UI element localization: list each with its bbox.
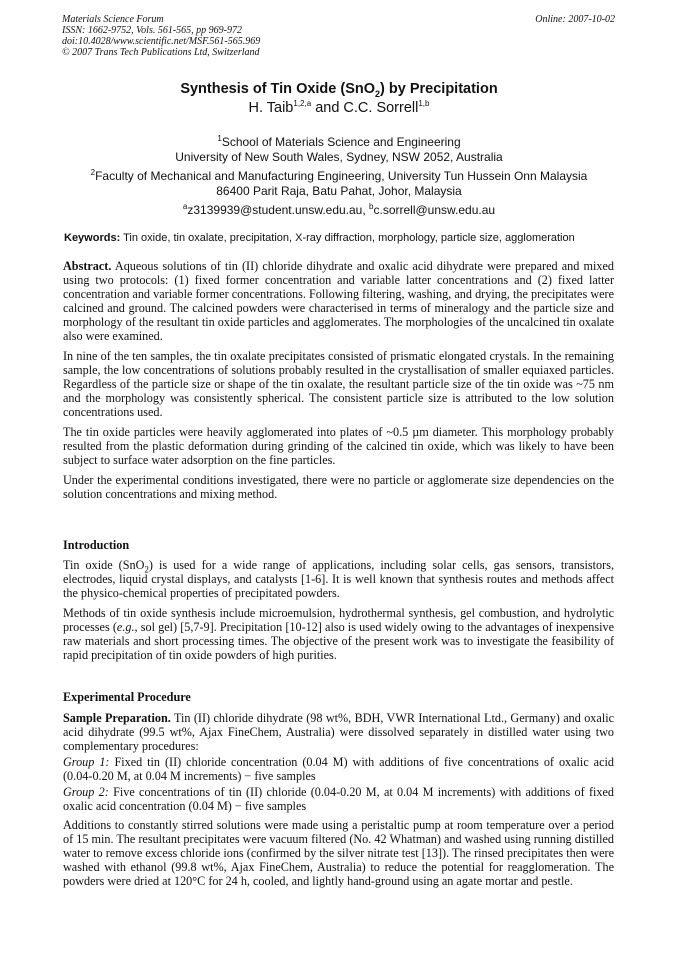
author-1: H. Taib bbox=[248, 100, 294, 116]
introduction-heading: Introduction bbox=[63, 538, 130, 552]
group-1-label: Group 1: bbox=[63, 755, 110, 769]
abstract-paragraph: Under the experimental conditions investigated, there were no particle or agglomerate size dependencies on the solution concentrations and mixing method. bbox=[63, 473, 614, 501]
affil-marker: 1 bbox=[217, 134, 222, 143]
affil-marker: 2 bbox=[90, 168, 96, 177]
sample-prep-label: Sample Preparation. bbox=[63, 711, 171, 725]
affil-text: Faculty of Mechanical and Manufacturing Engineering, University Tun Hussein Onn Malaysia bbox=[95, 169, 588, 183]
doi-line: doi:10.4028/www.scientific.net/MSF.561-565.969 bbox=[62, 36, 261, 47]
paper-title bbox=[0, 81, 678, 97]
exp-paragraph: Additions to constantly stirred solutions were made using a peristaltic pump at room temperature over a period of 15 min. The resultant precipitates were vacuum filtered (No. 42 Whatman) and washed using running distilled water to remove excess chloride ions (confirmed by the silver nitrate test [13]). The rinsed precipitates then were washed with ethanol (99.8 wt%, Ajax FineChem, Australia) to reduce the potential for reagglomeration. The powders were dried at 120°C for 24 h, cooled, and lightly hand-ground using an agate mortar and pestle. bbox=[63, 818, 614, 888]
keywords-label: Keywords: bbox=[64, 232, 121, 244]
affil-text: School of Materials Science and Engineering bbox=[221, 135, 461, 149]
intro-italic: e.g. bbox=[116, 620, 135, 634]
title-part: ) by Precipitation bbox=[380, 81, 498, 97]
intro-subscript: 2 bbox=[144, 564, 149, 575]
email-marker: b bbox=[369, 202, 374, 211]
group-2-text: Five concentrations of tin (II) chloride (0.04-0.20 M, at 0.04 M increments) with additions of fixed oxalic acid concentration (0.04 M) − five samples bbox=[63, 785, 614, 813]
author-1-affil: 1,2,a bbox=[293, 99, 312, 109]
abstract bbox=[63, 259, 614, 507]
copyright-line: © 2007 Trans Tech Publications Ltd, Switzerland bbox=[62, 47, 260, 58]
email-marker: a bbox=[182, 202, 188, 211]
intro-paragraph bbox=[63, 558, 614, 600]
keywords-text: Tin oxide, tin oxalate, precipitation, X-ray diffraction, morphology, particle size, agglomeration bbox=[120, 232, 575, 244]
keywords bbox=[64, 232, 624, 244]
experimental-heading: Experimental Procedure bbox=[63, 690, 191, 704]
emails bbox=[0, 203, 678, 217]
authors bbox=[0, 100, 678, 116]
group-1 bbox=[63, 755, 614, 783]
intro-text: , sol gel) [5,7-9]. Precipitation [10-12] also is used widely owing to the advantages of inexpensive raw materials and short processing times. The objective of the present work was to investigate the feasibility of rapid precipitation of tin oxide powders of high purities. bbox=[63, 620, 614, 662]
exp-paragraph bbox=[63, 711, 614, 753]
intro-text: Tin oxide (SnO bbox=[63, 558, 145, 572]
title-part: Synthesis of Tin Oxide (SnO bbox=[180, 81, 376, 97]
abstract-label: Abstract. bbox=[63, 259, 112, 273]
title-subscript: 2 bbox=[375, 88, 381, 99]
intro-text: ) is used for a wide range of applications, including solar cells, gas sensors, transistors, electrodes, liquid crystal displays, and catalysts [1-6]. It is well known that synthesis routes and methods affect the physico-chemical properties of precipitated powders. bbox=[63, 558, 614, 600]
abstract-paragraph: In nine of the ten samples, the tin oxalate precipitates consisted of prismatic elongated crystals. In the remaining sample, the low concentrations of solutions probably resulted in the crystallisation of smaller equiaxed particles. Regardless of the particle size or shape of the tin oxalate, the resultant particle size of the tin oxide was ~75 nm and the morphology was consistently spherical. The consistent particle size is attributed to the low solution concentrations used. bbox=[63, 349, 614, 419]
email-a: z3139939@student.unsw.edu.au, bbox=[187, 203, 370, 217]
exp-text: Tin (II) chloride dihydrate (98 wt%, BDH, VWR International Ltd., Germany) and oxalic acid dihydrate (99.5 wt%, Ajax FineChem, Australia) were dissolved separately in distilled water using two complementary procedures: bbox=[63, 711, 614, 753]
group-1-text: Fixed tin (II) chloride concentration (0.04 M) with additions of five concentrations of oxalic acid (0.04-0.20 M, at 0.04 M increments) − five samples bbox=[63, 755, 614, 783]
abstract-paragraph bbox=[63, 259, 614, 343]
affiliation-1 bbox=[0, 135, 678, 149]
journal-name: Materials Science Forum bbox=[62, 14, 164, 25]
experimental bbox=[63, 711, 614, 894]
affiliation-1-address: University of New South Wales, Sydney, NSW 2052, Australia bbox=[175, 150, 503, 164]
issn-line: ISSN: 1662-9752, Vols. 561-565, pp 969-972 bbox=[62, 25, 242, 36]
intro-text: Methods of tin oxide synthesis include microemulsion, hydrothermal synthesis, gel combustion, and hydrolytic processes ( bbox=[63, 606, 614, 634]
group-2 bbox=[63, 785, 614, 813]
affiliation-2-address: 86400 Parit Raja, Batu Pahat, Johor, Malaysia bbox=[216, 184, 462, 198]
author-2-affil: 1,b bbox=[418, 99, 430, 109]
introduction bbox=[63, 558, 614, 668]
intro-paragraph bbox=[63, 606, 614, 662]
abstract-text: Aqueous solutions of tin (II) chloride dihydrate and oxalic acid dihydrate were prepared and mixed using two protocols: (1) fixed former concentration and variable latter concentrations and (2) fixed latter concentration and variable former concentrations. Following filtering, washing, and drying, the precipitates were calcined and ground. The calcined powders were characterised in terms of mineralogy and the particle size and morphology of the resultant tin oxide particles and agglomerates. The morphologies of the uncalcined tin oxalate also were examined. bbox=[63, 259, 614, 343]
group-2-label: Group 2: bbox=[63, 785, 109, 799]
email-b: c.sorrell@unsw.edu.au bbox=[373, 203, 496, 217]
abstract-paragraph: The tin oxide particles were heavily agglomerated into plates of ~0.5 µm diameter. This morphology probably resulted from the plastic deformation during grinding of the calcined tin oxide, which was likely to have been subject to surface water adsorption on the fine particles. bbox=[63, 425, 614, 467]
journal-header bbox=[62, 14, 260, 58]
author-2: and C.C. Sorrell bbox=[311, 100, 419, 116]
affiliation-2 bbox=[0, 169, 678, 183]
online-date: Online: 2007-10-02 bbox=[535, 14, 615, 25]
